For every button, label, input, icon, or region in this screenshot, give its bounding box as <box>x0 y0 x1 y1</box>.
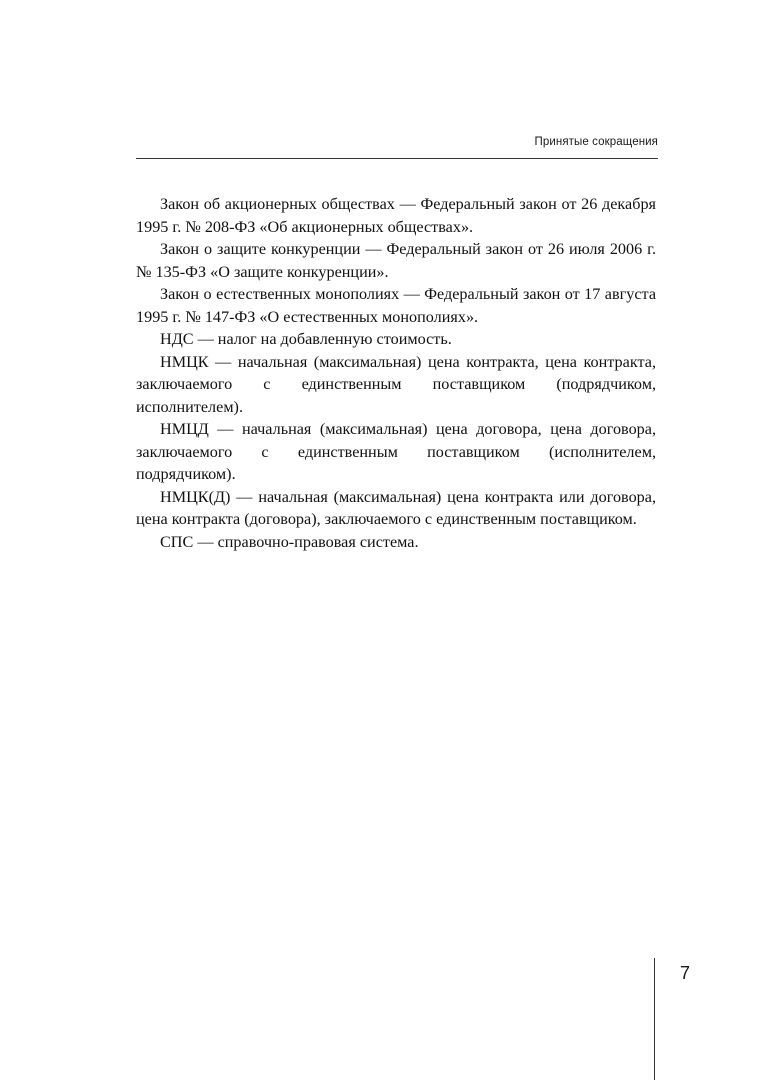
abbreviations-list <box>136 193 656 553</box>
abbreviation-entry: НМЦК — начальная (максимальная) цена контракта, цена контракта, заключаемого с единственным поставщиком (подрядчиком, исполнителем). <box>136 352 656 416</box>
abbreviation-entry: Закон о естественных монополиях — Федеральный закон от 17 августа 1995 г. № 147-ФЗ «О естественных монополиях». <box>136 285 656 326</box>
abbreviation-entry: Закон об акционерных обществах — Федеральный закон от 26 декабря 1995 г. № 208-ФЗ «Об акционерных обществах». <box>136 195 656 236</box>
running-head: Принятые сокращения <box>534 136 658 148</box>
abbreviation-entry: НМЦК(Д) — начальная (максимальная) цена контракта или договора, цена контракта (договора), заключаемого с единственным поставщиком. <box>136 487 656 528</box>
abbreviation-entry: Закон о защите конкуренции — Федеральный закон от 26 июля 2006 г. № 135-ФЗ «О защите конкуренции». <box>136 240 656 281</box>
page-number: 7 <box>680 963 691 983</box>
abbreviation-entry: НДС — налог на добавленную стоимость. <box>160 330 452 348</box>
header-rule <box>136 158 658 159</box>
abbreviation-entry: СПС — справочно-правовая система. <box>160 532 419 551</box>
folio-rule <box>654 958 655 1080</box>
abbreviation-entry: НМЦД — начальная (максимальная) цена договора, цена договора, заключаемого с единственным поставщиком (исполнителем, подрядчиком). <box>136 420 656 483</box>
